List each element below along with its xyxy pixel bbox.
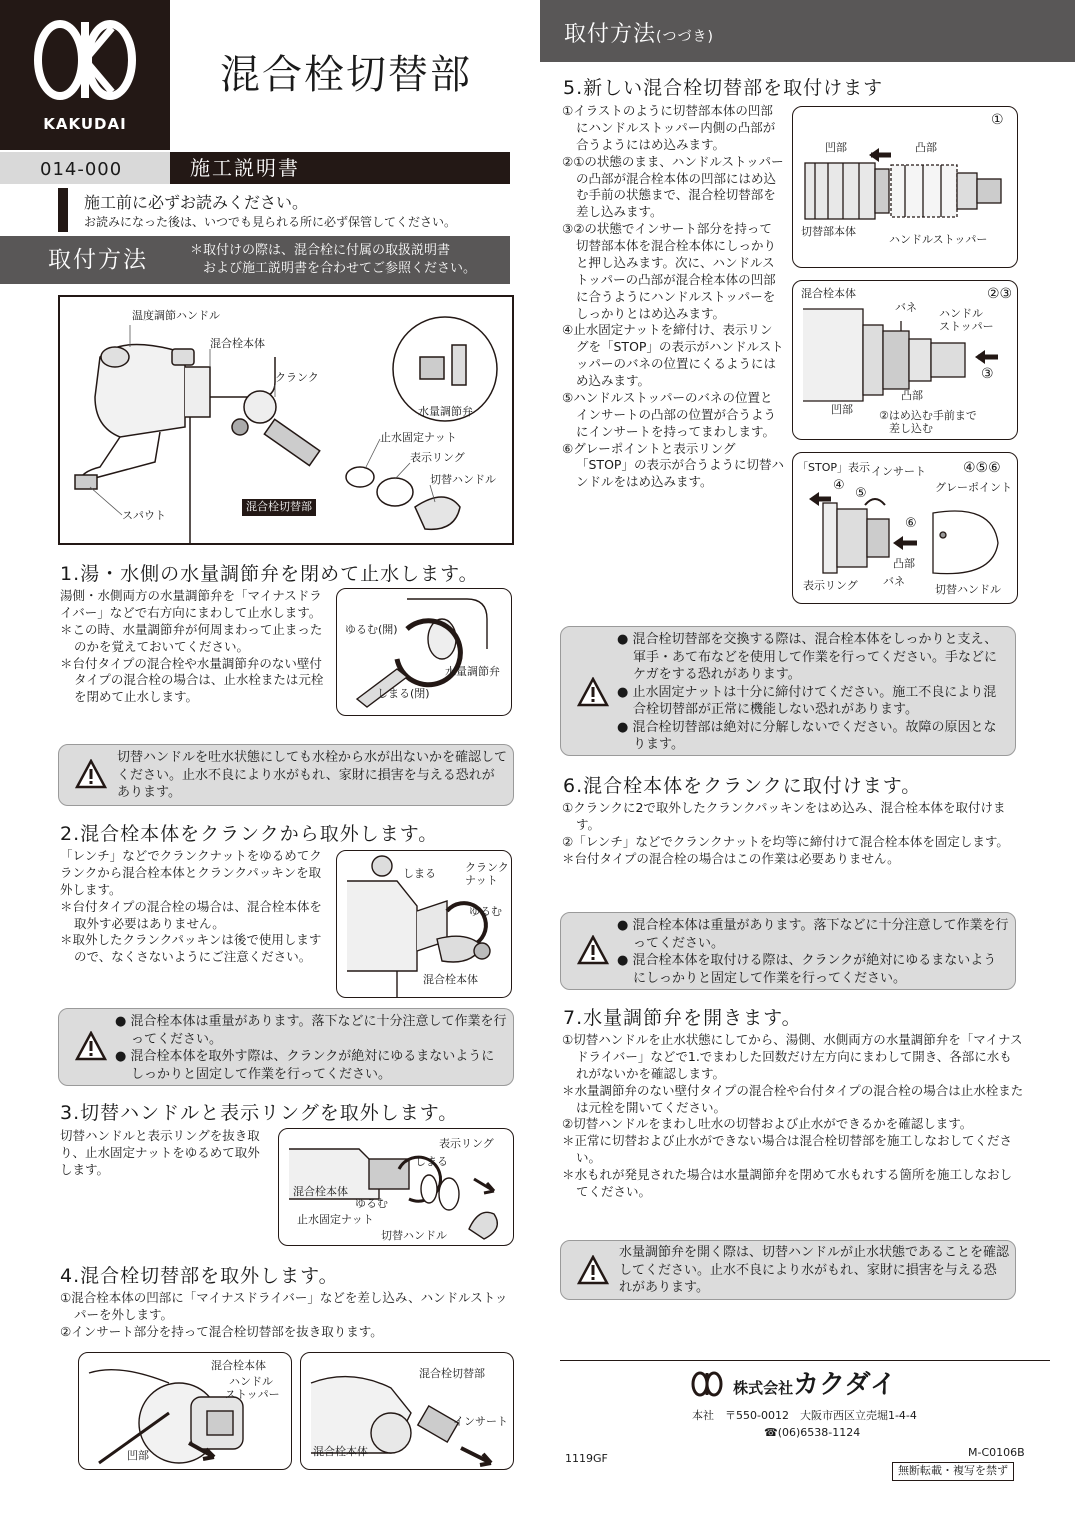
brand-name: KAKUDAI	[43, 115, 127, 133]
step1-figure	[336, 588, 512, 716]
step5-fig3-step4: ④	[833, 478, 845, 493]
kakudai-logo-icon	[0, 0, 170, 110]
manual-type: 施工説明書	[170, 152, 510, 184]
step4-text	[60, 1290, 514, 1341]
main-exploded-figure	[58, 295, 514, 545]
phone-line: ☎(06)6538-1124	[764, 1425, 861, 1439]
step3-fig-ring: 表示リング	[439, 1137, 494, 1150]
install-section-title: 取付方法	[48, 247, 148, 273]
step1-warning	[58, 744, 514, 806]
step2-figure	[336, 850, 512, 998]
step5-line-4: ④止水固定ナットを締付け、表示リングを「STOP」の表示がハンドルストッパーのバネの位置にくるようにはめ込みます。	[562, 322, 784, 388]
step6-warning-1: ● 混合栓本体は重量があります。落下などに十分注意して作業を行ってください。	[617, 918, 1009, 951]
label-mixer-body: 混合栓本体	[210, 337, 265, 350]
step5-fig1-bump: 凸部	[915, 141, 937, 154]
step1-fig-valve: 水量調節弁	[445, 665, 500, 678]
step5-warning-1: ● 混合栓切替部を交換する際は、混合栓本体をしっかりと支え、軍手・あて布などを使用して作業を行ってください。手などにケガをする恐れがあります。	[617, 632, 998, 683]
warning-triangle-icon	[577, 677, 609, 707]
step5-fig3-handle: 切替ハンドル	[935, 583, 1001, 596]
step5-fig2-body: 混合栓本体	[801, 287, 856, 300]
step7-warning	[560, 1240, 1016, 1300]
step2-fig-body: 混合栓本体	[423, 973, 478, 986]
step5-fig3-ring: 表示リング	[803, 579, 858, 592]
step5-warning-2-text: 止水固定ナットは十分に締付けてください。施工不良により混合栓切替部が正常に機能しない恐れがあります。	[632, 684, 997, 718]
must-read-notice	[58, 188, 510, 232]
step2-fig-crank: クランク	[465, 861, 509, 874]
right-section-header	[540, 0, 1075, 62]
step5-fig2-number: ②③	[987, 286, 1013, 302]
label-stop-nut: 止水固定ナット	[380, 431, 457, 444]
step2-fig-nut: ナット	[465, 874, 498, 887]
step5-fig3-bump: 凸部	[893, 557, 915, 570]
step5-line-6: ⑥グレーポイントと表示リング「STOP」の表示が合うように切替ハンドルをはめ込みます。	[562, 440, 784, 490]
step1-warning-text: 切替ハンドルを吐水状態にしても水栓から水が出ないかを確認してください。止水不良により水がもれ、家財に損害を与える恐れがあります。	[117, 750, 508, 801]
step1-line-2: ＊この時、水量調節弁が何周まわって止まったのかを覚えておいてください。	[60, 621, 323, 654]
step5-fig2-recess: 凹部	[831, 403, 853, 416]
step4-fig1-handle: ハンドル	[229, 1375, 273, 1388]
step5-fig3-number: ④⑤⑥	[963, 460, 1001, 476]
step7-text	[562, 1032, 1024, 1201]
step2-text	[60, 848, 328, 966]
step5-fig3-grey-point: グレーポイント	[935, 481, 1012, 494]
step7-line-3: ②切替ハンドルをまわし吐水の切替および止水ができるかを確認します。	[562, 1116, 973, 1132]
step5-fig2-note-1: ②はめ込む手前まで	[879, 409, 977, 422]
step5-warning-3-text: 混合栓切替部は絶対に分解しないでください。故障の原因となります。	[632, 719, 997, 753]
step6-warning-1-text: 混合栓本体は重量があります。落下などに十分注意して作業を行ってください。	[632, 918, 1009, 951]
step5-fig2-stopper: ストッパー	[939, 320, 994, 333]
step7-line-2: ＊水量調節弁のない壁付タイプの混合栓や台付タイプの混合栓の場合は止水栓または元栓を開いてください。	[562, 1082, 1024, 1115]
page-title: 混合栓切替部	[220, 52, 472, 98]
step1-line-3: ＊台付タイプの混合栓や水量調節弁のない壁付タイプの混合栓の場合は、止水栓または元栓を閉めて止水します。	[60, 655, 324, 705]
step5-fig2-spring: バネ	[895, 301, 917, 314]
step1-fig-tighten: しまる(閉)	[377, 687, 430, 700]
warning-triangle-icon	[75, 759, 107, 789]
step6-warning-2: ● 混合栓本体を取付ける際は、クランクが絶対にゆるまないようにしっかりと固定して作業を行ってください。	[617, 953, 997, 986]
step5-text	[562, 103, 784, 491]
step3-fig-nut: 止水固定ナット	[297, 1213, 374, 1226]
step3-title: 3.切替ハンドルと表示リングを取外します。	[60, 1102, 459, 1124]
step6-line-2: ②「レンチ」などでクランクナットを均等に締付けて混合栓本体を固定します。	[562, 833, 1009, 849]
label-display-ring: 表示リング	[410, 451, 465, 464]
install-section-header	[0, 236, 510, 284]
right-section-sub: (つづき)	[656, 29, 714, 45]
step5-fig3-spring: バネ	[883, 575, 905, 588]
step2-warning-2-text: 混合栓本体を取外す際は、クランクが絶対にゆるまないようにしっかりと固定して作業を行ってください。	[130, 1049, 495, 1082]
step4-title: 4.混合栓切替部を取外します。	[60, 1265, 339, 1287]
step7-line-4: ＊正常に切替および止水ができない場合は混合栓切替部を施工しなおしてください。	[562, 1133, 1013, 1166]
step4-fig1-stopper: ストッパー	[225, 1388, 280, 1401]
step4-fig1-body: 混合栓本体	[211, 1359, 266, 1372]
step4-line-2: ②インサート部分を持って混合栓切替部を抜き取ります。	[60, 1323, 383, 1339]
step5-line-3: ③②の状態でインサート部分を持って切替部本体を混合栓本体にしっかりと押し込みます。次に、ハンドルストッパーの凸部が混合栓本体の凹部に合うようにハンドルストッパーをしっかりとはめ込みます。	[562, 221, 777, 321]
step2-title: 2.混合栓本体をクランクから取外します。	[60, 823, 439, 845]
warning-triangle-icon	[75, 1031, 107, 1061]
step3-figure	[278, 1128, 514, 1246]
step5-figure-2	[792, 280, 1018, 440]
step5-fig3-stop-label: 「STOP」表示	[797, 461, 870, 474]
step5-fig1-recess: 凹部	[825, 141, 847, 154]
company-brand: カクダイ	[793, 1370, 897, 1400]
label-flow-valve: 水量調節弁	[418, 405, 473, 418]
step6-title: 6.混合栓本体をクランクに取付けます。	[563, 775, 922, 797]
step4-fig2-body: 混合栓本体	[313, 1445, 368, 1458]
step5-fig3-insert: インサート	[871, 465, 926, 478]
copyright-notice: 無断転載・複写を禁ず	[892, 1462, 1014, 1481]
step4-fig2-insert: インサート	[453, 1415, 508, 1428]
label-crank: クランク	[275, 371, 319, 384]
step5-fig2-handle: ハンドル	[939, 307, 983, 320]
step5-fig3-step6: ⑥	[905, 516, 917, 531]
kakudai-small-logo-icon	[690, 1371, 724, 1397]
step5-fig1-number: ①	[991, 112, 1004, 128]
step1-fig-loosen: ゆるむ(開)	[345, 623, 398, 636]
step4-figure-1	[78, 1352, 292, 1470]
step5-fig1-body: 切替部本体	[801, 225, 856, 238]
step3-fig-handle: 切替ハンドル	[381, 1229, 447, 1242]
document-code: M-C0106B	[968, 1446, 1025, 1459]
step6-warning-list	[617, 917, 1009, 987]
label-temp-handle: 温度調節ハンドル	[132, 309, 220, 322]
print-code: 1119GF	[565, 1452, 608, 1465]
step4-fig2-cartridge: 混合栓切替部	[419, 1367, 485, 1380]
step2-warning-2: ● 混合栓本体を取外す際は、クランクが絶対にゆるまないようにしっかりと固定して作業を行ってください。	[115, 1049, 495, 1082]
warning-triangle-icon	[577, 935, 609, 965]
step5-fig2-bump: 凸部	[901, 389, 923, 402]
step3-fig-tighten: しまる	[415, 1155, 448, 1168]
step2-warning	[58, 1008, 514, 1086]
step7-title: 7.水量調節弁を開きます。	[563, 1007, 802, 1029]
footer-divider	[560, 1360, 1050, 1361]
install-note-line-2: および施工説明書を合わせてご参照ください。	[190, 261, 477, 277]
step5-title: 5.新しい混合栓切替部を取付けます	[563, 77, 884, 99]
step5-fig1-stopper: ハンドルストッパー	[889, 233, 988, 246]
company-prefix: 株式会社	[733, 1379, 794, 1397]
step5-fig3-step5: ⑤	[855, 486, 867, 501]
install-section-note	[190, 242, 476, 278]
label-cartridge: 混合栓切替部	[242, 499, 316, 516]
step5-figure-1	[792, 106, 1018, 268]
step2-warning-1: ● 混合栓本体は重量があります。落下などに十分注意して作業を行ってください。	[115, 1014, 507, 1047]
step6-warning-2-text: 混合栓本体を取付ける際は、クランクが絶対にゆるまないようにしっかりと固定して作業を行ってください。	[632, 953, 997, 986]
step6-warning	[560, 912, 1016, 990]
step5-warning-1-text: 混合栓切替部を交換する際は、混合栓本体をしっかりと支え、軍手・あて布などを使用して作業を行ってください。手などにケガをする恐れがあります。	[632, 632, 998, 683]
step2-fig-loosen: ゆるむ	[469, 905, 502, 918]
step5-figure-3	[792, 452, 1018, 604]
must-read-line-2: お読みになった後は、いつでも見られる所に必ず保管してください。	[84, 214, 457, 229]
step5-line-5: ⑤ハンドルストッパーのバネの位置とインサートの凸部の位置が合うようにインサートを持ってまわします。	[562, 389, 777, 439]
step1-line-1: 湯側・水側両方の水量調節弁を「マイナスドライバー」などで右方向にまわして止水します。	[60, 588, 322, 620]
step5-line-1: ①イラストのように切替部本体の凹部にハンドルストッパー内側の凸部が合うようにはめ込みます。	[562, 103, 776, 152]
step5-warning-3: ● 混合栓切替部は絶対に分解しないでください。故障の原因となります。	[617, 719, 997, 753]
step2-line-1: 「レンチ」などでクランクナットをゆるめてクランクから混合栓本体とクランクパッキンを取外します。	[60, 848, 322, 897]
step2-warning-list	[115, 1013, 507, 1083]
step5-warning	[560, 626, 1016, 756]
step4-fig1-recess: 凹部	[127, 1449, 149, 1462]
step2-line-2: ＊台付タイプの混合栓の場合は、混合栓本体を取外す必要はありません。	[60, 898, 322, 931]
must-read-line-1: 施工前に必ずお読みください。	[84, 193, 309, 212]
step5-line-2: ②①の状態のまま、ハンドルストッパーの凸部が混合栓本体の凹部にはめ込む手前の状態まで、混合栓切替部を差し込みます。	[562, 153, 784, 220]
step3-text: 切替ハンドルと表示リングを抜き取り、止水固定ナットをゆるめて取外します。	[60, 1128, 260, 1177]
step7-line-5: ＊水もれが発見された場合は水量調節弁を閉めて水もれする箇所を施工しなおしてください。	[562, 1167, 1013, 1199]
step4-line-1: ①混合栓本体の凹部に「マイナスドライバー」などを差し込み、ハンドルストッパーを外します。	[60, 1290, 508, 1322]
model-number: 014-000	[0, 152, 170, 184]
step1-text	[60, 588, 328, 706]
step2-warning-1-text: 混合栓本体は重量があります。落下などに十分注意して作業を行ってください。	[130, 1014, 507, 1047]
step2-fig-tighten: しまる	[403, 867, 436, 880]
address-line: 本社 〒550-0012 大阪市西区立売堀1-4-4	[692, 1409, 917, 1422]
step5-warning-2: ● 止水固定ナットは十分に締付けてください。施工不良により混合栓切替部が正常に機能しない恐れがあります。	[617, 684, 997, 718]
label-switch-handle: 切替ハンドル	[430, 473, 496, 486]
step1-title: 1.湯・水側の水量調節弁を閉めて止水します。	[60, 563, 479, 585]
step3-fig-body: 混合栓本体	[293, 1185, 348, 1198]
step5-fig2-note-2: 差し込む	[889, 422, 933, 435]
step4-figure-2	[300, 1352, 514, 1470]
step6-line-1: ①クランクに2で取外したクランクパッキンをはめ込み、混合栓本体を取付けます。	[562, 800, 1006, 832]
company-name	[690, 1368, 896, 1403]
right-section-title: 取付方法	[564, 22, 657, 47]
step7-warning-text: 水量調節弁を開く際は、切替ハンドルが止水状態であることを確認してください。止水不良により水がもれ、家財に損害を与える恐れがあります。	[619, 1245, 1010, 1296]
install-note-line-1: ＊取付けの際は、混合栓に付属の取扱説明書	[190, 243, 451, 258]
step5-warning-list	[617, 631, 1009, 754]
step5-fig2-step3: ③	[981, 366, 994, 382]
step2-line-3: ＊取外したクランクパッキンは後で使用しますので、なくさないようにご注意ください。	[60, 932, 322, 965]
warning-triangle-icon	[577, 1255, 609, 1285]
step3-fig-loosen: ゆるむ	[355, 1197, 388, 1210]
step6-line-3: ＊台付タイプの混合栓の場合はこの作業は必要ありません。	[562, 850, 900, 866]
company-address	[692, 1408, 917, 1441]
step6-text	[562, 800, 1022, 868]
step7-line-1: ①切替ハンドルを止水状態にしてから、湯側、水側両方の水量調節弁を「マイナスドライバー」などで1.でまわした回数だけ左方向にまわして開き、各部に水もれがないかを確認します。	[562, 1032, 1023, 1081]
label-spout: スパウト	[122, 509, 166, 522]
